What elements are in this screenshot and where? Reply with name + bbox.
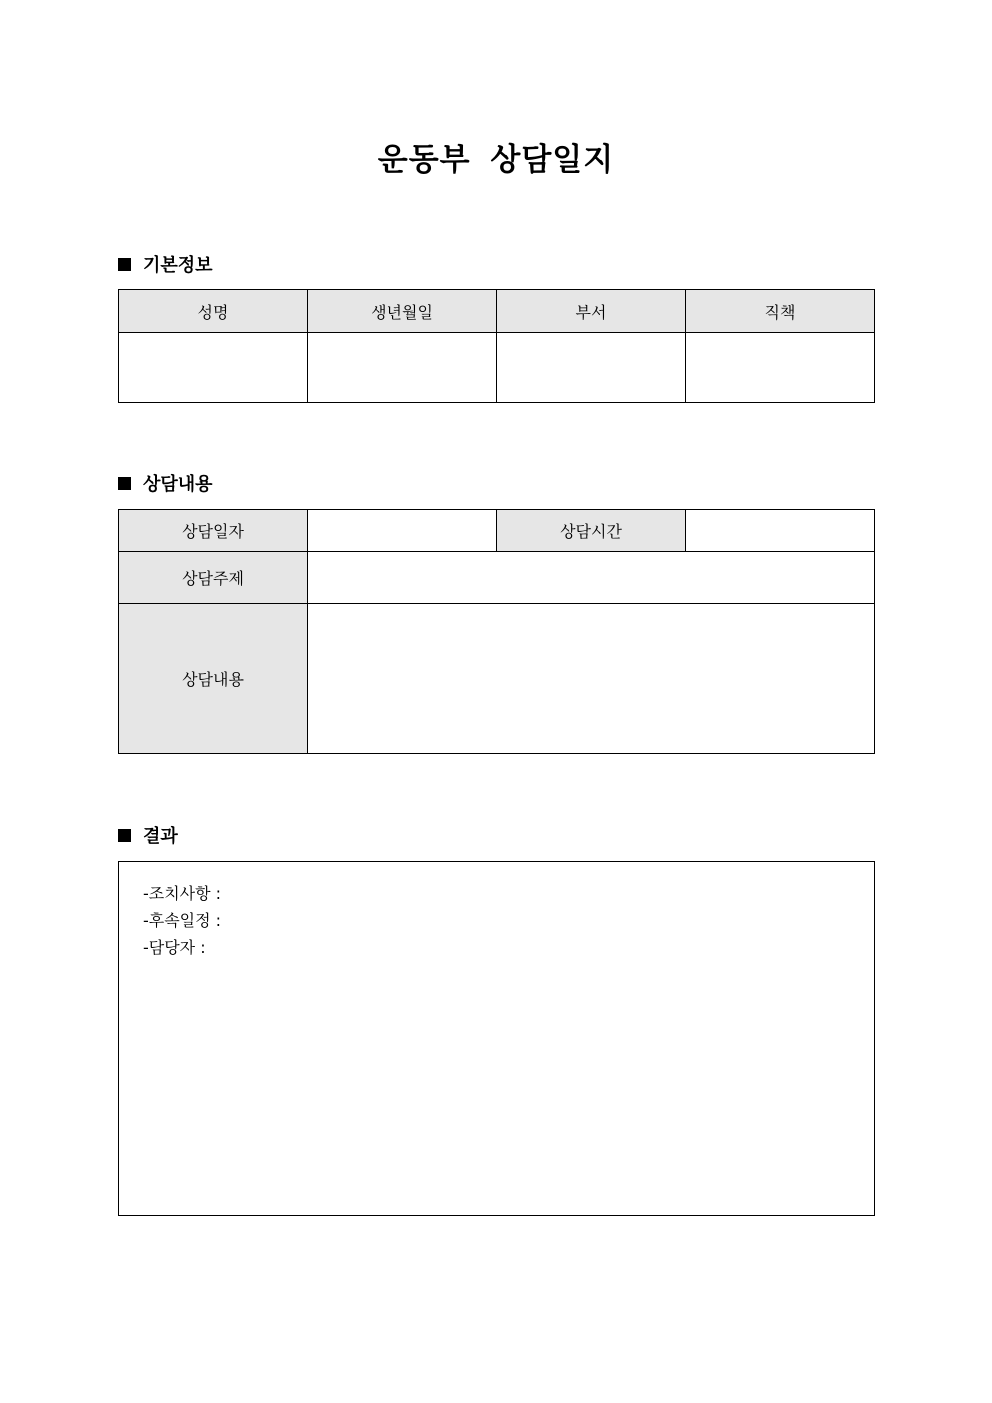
birthdate-header: 생년월일 (308, 290, 497, 333)
square-bullet-icon (118, 258, 131, 271)
table-row (119, 552, 875, 604)
consult-topic-label: 상담주제 (119, 552, 308, 604)
consultation-heading-label: 상담내용 (143, 474, 213, 495)
square-bullet-icon (118, 477, 131, 490)
consult-time-label: 상담시간 (497, 510, 686, 552)
result-lines (143, 880, 221, 961)
basic-info-table (118, 289, 875, 403)
table-row (119, 604, 875, 754)
page-title: 운동부 상담일지 (377, 142, 615, 178)
birthdate-field[interactable] (308, 333, 497, 403)
basic-info-heading-label: 기본정보 (143, 255, 213, 276)
consult-topic-field[interactable] (308, 552, 875, 604)
table-row (119, 510, 875, 552)
basic-info-heading (118, 251, 213, 277)
action-taken-line: -조치사항 : (143, 884, 222, 903)
name-header: 성명 (119, 290, 308, 333)
name-field[interactable] (119, 333, 308, 403)
consult-date-field[interactable] (308, 510, 497, 552)
consult-content-field[interactable] (308, 604, 875, 754)
consult-time-field[interactable] (686, 510, 875, 552)
square-bullet-icon (118, 829, 131, 842)
result-heading (118, 822, 178, 848)
position-header: 직책 (686, 290, 875, 333)
result-heading-label: 결과 (143, 826, 178, 847)
department-field[interactable] (497, 333, 686, 403)
department-header: 부서 (497, 290, 686, 333)
position-field[interactable] (686, 333, 875, 403)
follow-up-line: -후속일정 : (143, 911, 222, 930)
consultation-table (118, 509, 875, 754)
consult-content-label: 상담내용 (119, 604, 308, 754)
table-row (119, 333, 875, 403)
table-row (119, 290, 875, 333)
result-box[interactable] (118, 861, 875, 1216)
consult-date-label: 상담일자 (119, 510, 308, 552)
person-in-charge-line: -담당자 : (143, 938, 206, 957)
consultation-heading (118, 470, 213, 496)
